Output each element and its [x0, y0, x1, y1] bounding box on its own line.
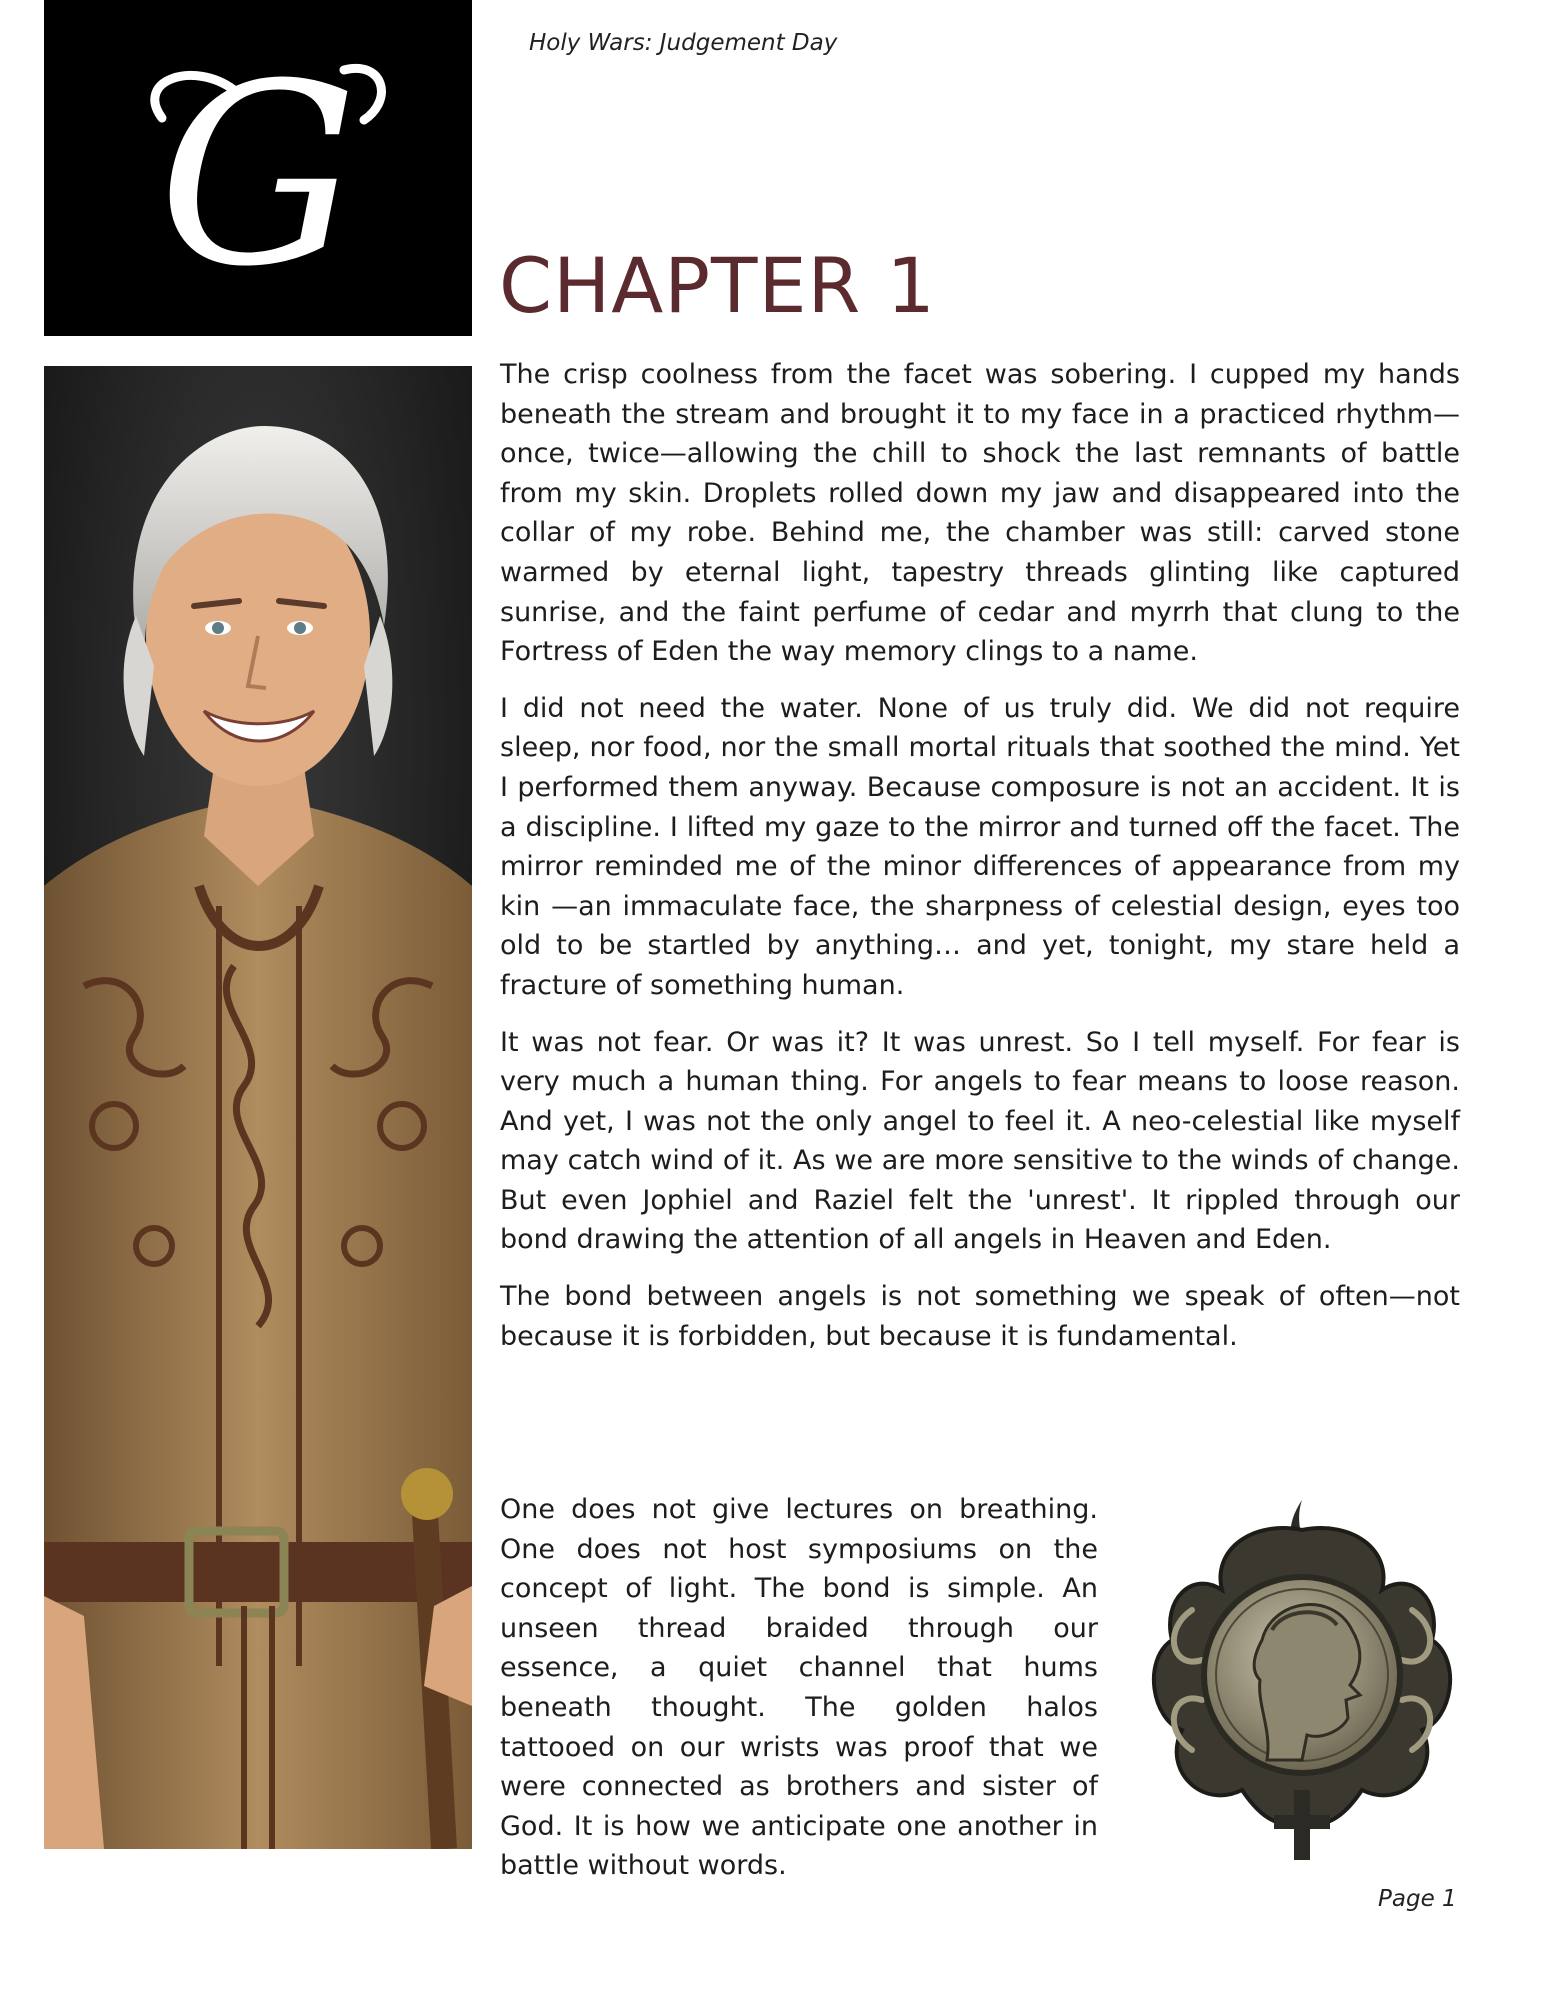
paragraph: One does not give lectures on breathing. One does not host symposiums on the concept of light. The bond is simple. An unseen thread braided through our essence, a quiet channel that hums beneath thought. The golden halos tattooed on our wrists was proof that we were connected as brothers and sister of God. It is how we anticipate one another in battle without words. — [500, 1494, 1098, 1882]
paragraph: I did not need the water. None of us truly did. We did not require sleep, nor food, nor the small mortal rituals that soothed the mind. Yet I performed them anyway. Because composure is not an accident. It is a discipline. I lifted my gaze to the mirror and turned off the facet. The mirror reminded me of the minor differences of appearance from my kin —an immaculate face, the sharpness of celestial design, eyes too old to be startled by anything… and yet, tonight, my stare held a fracture of something human. — [500, 692, 1460, 1001]
drop-cap-box — [44, 0, 472, 336]
paragraph: The bond between angels is not something we speak of often—not because it is forbidden, but because it is fundamental. — [500, 1281, 1460, 1352]
medallion-illustration — [1132, 1490, 1472, 1870]
chapter-body — [500, 355, 1460, 1373]
portrait-illustration — [44, 366, 472, 1849]
paragraph: It was not fear. Or was it? It was unrest. So I tell myself. For fear is very much a human thing. For angels to fear means to loose reason. And yet, I was not the only angel to feel it. A neo-celestial like myself may catch wind of it. As we are more sensitive to the winds of change. But even Jophiel and Raziel felt the 'unrest'. It rippled through our bond drawing the attention of all angels in Heaven and Eden. — [500, 1026, 1460, 1256]
chapter-title: CHAPTER 1 — [499, 241, 936, 330]
running-title: Holy Wars: Judgement Day — [529, 30, 838, 56]
paragraph: The crisp coolness from the facet was sobering. I cupped my hands beneath the stream and brought it to my face in a practiced rhythm—once, twice—allowing the chill to shock the last remnants of battle from my skin. Droplets rolled down my jaw and disappeared into the collar of my robe. Behind me, the chamber was still: carved stone warmed by eternal light, tapestry threads glinting like captured sunrise, and the faint perfume of cedar and myrrh that clung to the Fortress of Eden the way memory clings to a name. — [500, 359, 1460, 668]
drop-cap-svg — [44, 0, 472, 336]
drop-cap-letter: G — [158, 30, 358, 321]
page-number: Page 1 — [1378, 1886, 1457, 1912]
